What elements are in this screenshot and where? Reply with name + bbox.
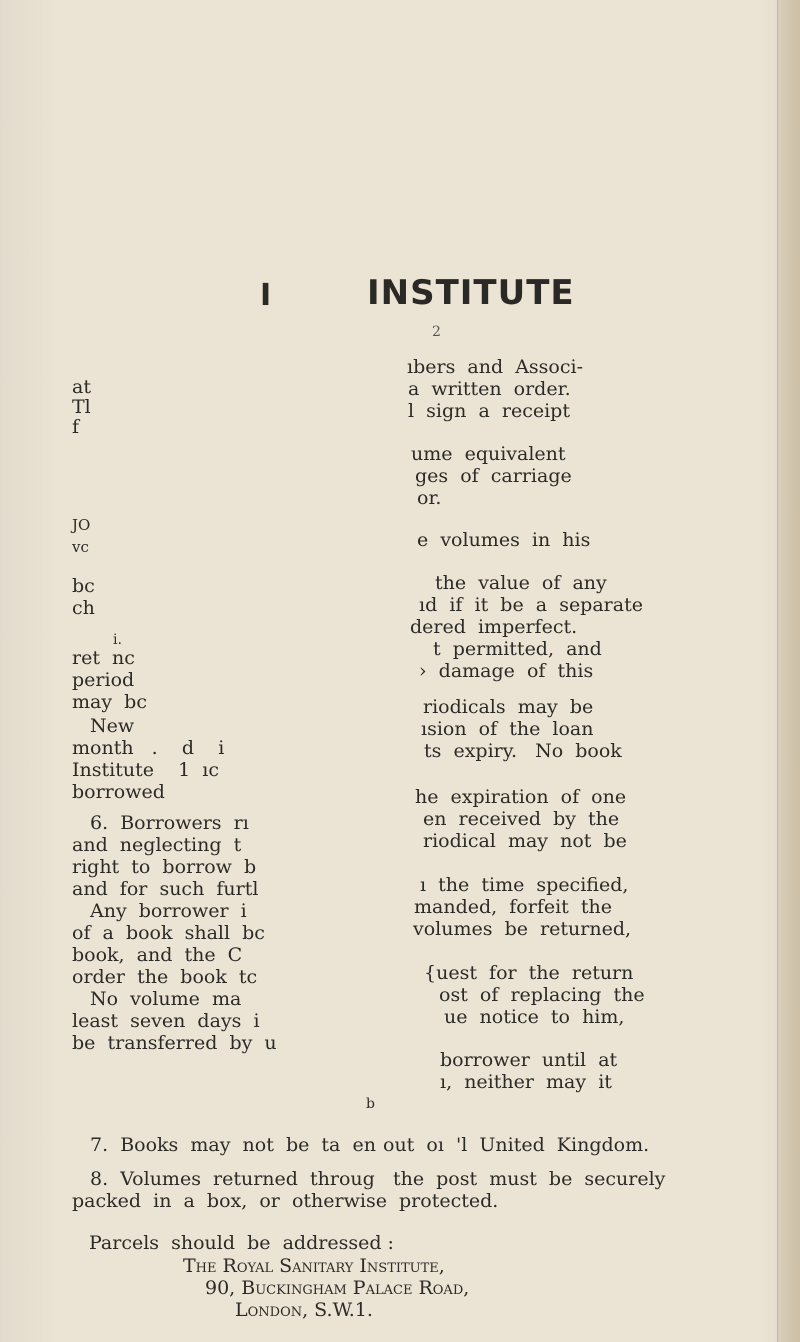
left-fragment: may bc xyxy=(72,691,147,713)
right-fragment: en received by the xyxy=(423,808,620,830)
left-fragment: f xyxy=(72,416,80,438)
right-fragment: volumes be returned, xyxy=(413,918,632,940)
left-fragment: book, and the C xyxy=(72,944,243,966)
left-fragment: Any borrower i xyxy=(90,900,247,922)
rule-7-right: out oı 'l United Kingdom. xyxy=(383,1134,650,1156)
right-fragment: ts expiry. No book xyxy=(424,740,622,762)
right-fragment: ıd if it be a separate xyxy=(419,594,643,616)
header-left-glyph: I xyxy=(260,278,272,313)
left-fragment: ret nc xyxy=(72,647,135,669)
left-fragment: borrowed xyxy=(72,781,165,803)
right-fragment: ume equivalent xyxy=(411,443,566,465)
left-fragment: least seven days i xyxy=(72,1010,260,1032)
left-fragment: JO xyxy=(72,516,91,534)
parcels-intro: Parcels should be addressed : xyxy=(89,1232,394,1254)
right-fragment: ısion of the loan xyxy=(421,718,594,740)
right-fragment: dered imperfect. xyxy=(410,616,578,638)
right-fragment: manded, forfeit the xyxy=(414,896,613,918)
right-fragment: riodicals may be xyxy=(423,696,594,718)
left-fragment: at xyxy=(72,376,91,398)
right-fragment: {uest for the return xyxy=(424,962,634,984)
header-mark: 2 xyxy=(432,324,441,340)
left-fragment: Institute 1 ıc xyxy=(72,759,219,781)
left-fragment: be transferred by u xyxy=(72,1032,277,1054)
address-line-3: London, S.W.1. xyxy=(235,1299,373,1321)
rule-8-line1: 8. Volumes returned throug the post must be securely xyxy=(90,1168,666,1190)
left-fragment: month . d i xyxy=(72,737,225,759)
left-fragment: of a book shall bc xyxy=(72,922,265,944)
left-fragment: and neglecting t xyxy=(72,834,242,856)
left-fragment: New xyxy=(90,715,135,737)
right-fragment: ue notice to him, xyxy=(444,1006,625,1028)
right-fragment: riodical may not be xyxy=(423,830,627,852)
rule-8-line2: packed in a box, or otherwise protected. xyxy=(72,1190,499,1212)
page-title: INSTITUTE xyxy=(367,273,575,313)
right-fragment: the value of any xyxy=(435,572,607,594)
rule-7-left: 7. Books may not be ta en xyxy=(90,1134,376,1156)
right-fragment: e volumes in his xyxy=(417,529,591,551)
right-fragment: ost of replacing the xyxy=(439,984,645,1006)
right-fragment: a written order. xyxy=(408,378,571,400)
left-fragment: right to borrow b xyxy=(72,856,257,878)
left-fragment: bc xyxy=(72,575,95,597)
right-fragment: ı, neither may it xyxy=(440,1071,612,1093)
left-fragment: Tl xyxy=(72,396,91,418)
left-fragment: 6. Borrowers rı xyxy=(90,812,249,834)
right-fragment: borrower until at xyxy=(440,1049,618,1071)
right-fragment: b xyxy=(366,1096,375,1112)
right-fragment: t permitted, and xyxy=(433,638,602,660)
left-fragment: period xyxy=(72,669,135,691)
right-fragment: he expiration of one xyxy=(415,786,627,808)
right-fragment: ges of carriage xyxy=(415,465,572,487)
right-fragment: › damage of this xyxy=(419,660,594,682)
address-line-2: 90, Buckingham Palace Road, xyxy=(205,1277,470,1299)
left-fragment: No volume ma xyxy=(90,988,242,1010)
right-fragment: or. xyxy=(417,487,442,509)
left-fragment: ch xyxy=(72,597,95,619)
right-fragment: ıbers and Associ- xyxy=(407,356,584,378)
address-line-1: The Royal Sanitary Institute, xyxy=(183,1255,445,1277)
left-fragment: order the book tc xyxy=(72,966,258,988)
left-fragment: vc xyxy=(72,538,89,556)
right-fragment: l sign a receipt xyxy=(408,400,570,422)
page-edge xyxy=(777,0,800,1342)
left-fragment: and for such furtl xyxy=(72,878,259,900)
left-fragment: i. xyxy=(113,632,122,648)
right-fragment: ı the time specified, xyxy=(420,874,629,896)
